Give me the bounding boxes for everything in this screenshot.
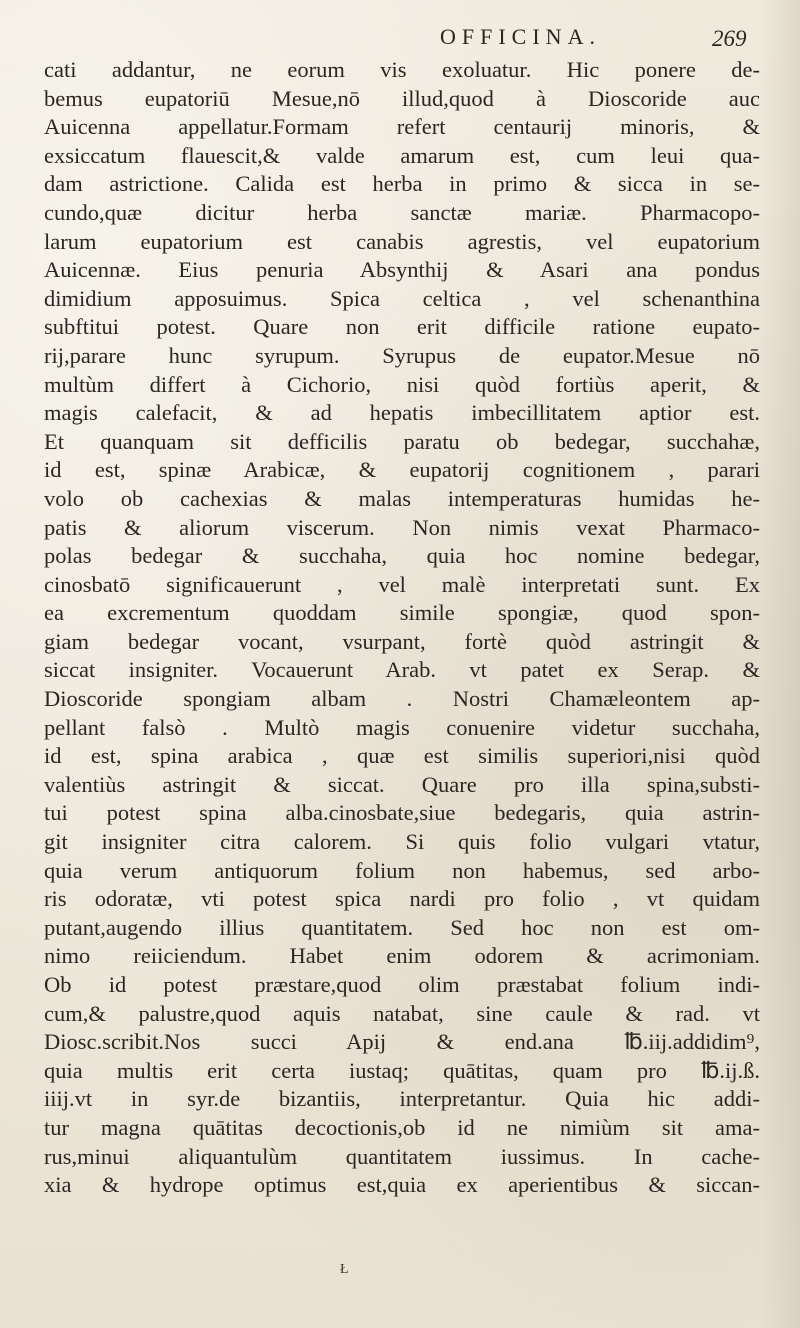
text-line: cundo,quæ dicitur herba sanctæ mariæ. Pharmacopo- — [44, 199, 760, 225]
text-line: cati addantur, ne eorum vis exoluatur. Hic ponere de- — [44, 57, 760, 82]
text-line: rus,minui aliquantulùm quantitatem iussimus. In cache- — [44, 1143, 760, 1169]
running-head — [0, 14, 800, 54]
text-line: ea excrementum quoddam simile spongiæ, quod spon- — [44, 600, 760, 626]
text-line: iiij.vt in syr.de bizantiis, interpretantur. Quia hic addi- — [44, 1086, 760, 1112]
text-line: cum,& palustre,quod aquis natabat, sine caule & rad. vt — [44, 1000, 760, 1026]
signature-mark: Ł — [340, 1262, 349, 1277]
text-line: multùm differt à Cichorio, nisi quòd fortiùs aperit, & — [44, 371, 760, 397]
text-line: dimidium apposuimus. Spica celtica , vel schenanthina — [44, 285, 760, 311]
text-line: Diosc.scribit.Nos succi Apij & end.ana ℔.iij.addidim⁹, — [44, 1029, 760, 1055]
text-line: git insigniter citra calorem. Si quis folio vulgari vtatur, — [44, 829, 760, 855]
text-line: patis & aliorum viscerum. Non nimis vexat Pharmaco- — [44, 514, 760, 540]
text-line: exsiccatum flauescit,& valde amarum est, cum leui qua- — [44, 142, 760, 168]
text-line: bemus eupatoriū Mesue,nō illud,quod à Dioscoride auc — [44, 85, 760, 111]
text-line: valentiùs astringit & siccat. Quare pro illa spina,substi- — [44, 771, 760, 797]
text-line: quia multis erit certa iustaq; quātitas, quam pro ℔.ij.ß. — [44, 1057, 760, 1083]
text-line: Dioscoride spongiam albam . Nostri Chamæleontem ap- — [44, 686, 760, 712]
text-line: cinosbatō significauerunt , vel malè interpretati sunt. Ex — [44, 571, 760, 597]
text-line: quia verum antiquorum folium non habemus, sed arbo- — [44, 857, 760, 883]
text-line: tui potest spina alba.cinosbate,siue bedegaris, quia astrin- — [44, 800, 760, 826]
text-line: larum eupatorium est canabis agrestis, vel eupatorium — [44, 228, 760, 254]
running-title: OFFICINA. — [440, 24, 601, 49]
page-edge-shadow — [760, 0, 800, 1328]
text-line: magis calefacit, & ad hepatis imbecillitatem aptior est. — [44, 400, 760, 426]
text-line: polas bedegar & succhaha, quia hoc nomine bedegar, — [44, 543, 760, 569]
body-text — [44, 56, 760, 1200]
text-line: xia & hydrope optimus est,quia ex aperientibus & siccan- — [44, 1172, 760, 1198]
text-line: subftitui potest. Quare non erit difficile ratione eupato- — [44, 314, 760, 340]
text-line: Ob id potest præstare,quod olim præstabat folium indi- — [44, 972, 760, 997]
text-line: ris odoratæ, vti potest spica nardi pro folio , vt quidam — [44, 886, 760, 912]
text-line: dam astrictione. Calida est herba in primo & sicca in se- — [44, 171, 760, 197]
text-line: putant,augendo illius quantitatem. Sed hoc non est om- — [44, 914, 760, 940]
text-line: Auicenna appellatur.Formam refert centaurij minoris, & — [44, 114, 760, 140]
text-line: nimo reiiciendum. Habet enim odorem & acrimoniam. — [44, 943, 760, 969]
text-line: Auicennæ. Eius penuria Absynthij & Asari ana pondus — [44, 257, 760, 283]
text-line: pellant falsò . Multò magis conuenire videtur succhaha, — [44, 714, 760, 740]
text-line: id est, spina arabica , quæ est similis superiori,nisi quòd — [44, 743, 760, 769]
text-line: rij,parare hunc syrupum. Syrupus de eupator.Mesue nō — [44, 342, 760, 368]
text-line: Et quanquam sit defficilis paratu ob bedegar, succhahæ, — [44, 428, 760, 454]
text-line: tur magna quātitas decoctionis,ob id ne nimiùm sit ama- — [44, 1114, 760, 1140]
page-number: 269 — [712, 26, 747, 51]
text-line: volo ob cachexias & malas intemperaturas humidas he- — [44, 485, 760, 511]
text-line: siccat insigniter. Vocauerunt Arab. vt patet ex Serap. & — [44, 657, 760, 683]
text-line: giam bedegar vocant, vsurpant, fortè quòd astringit & — [44, 628, 760, 654]
text-line: id est, spinæ Arabicæ, & eupatorij cognitionem , parari — [44, 457, 760, 483]
